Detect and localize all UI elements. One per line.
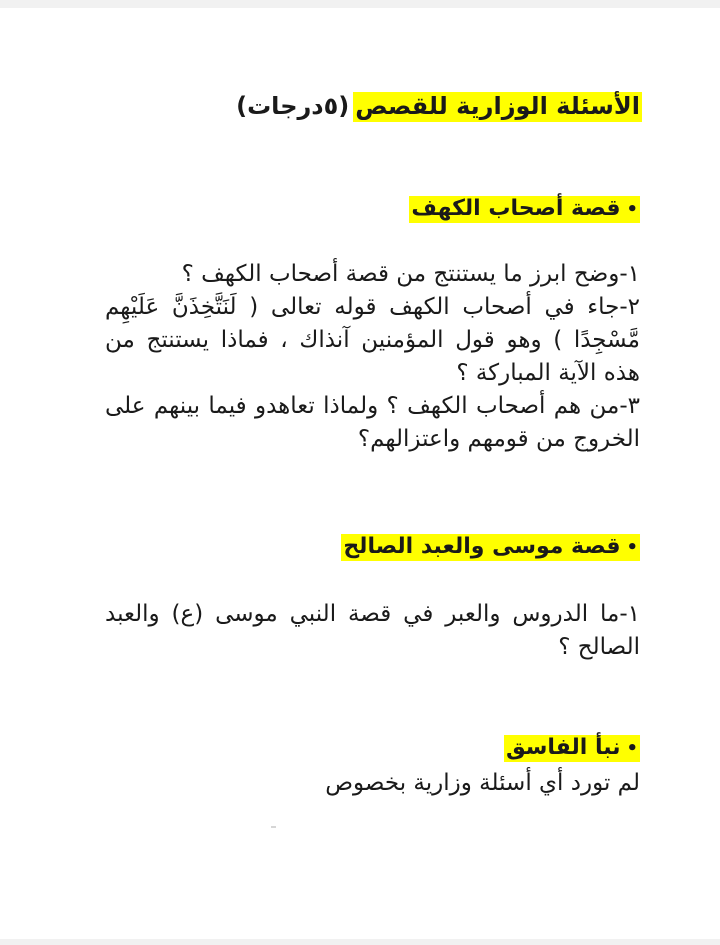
section-heading-moses [341,534,640,561]
bullet-icon: • [626,537,638,558]
top-margin-strip [0,0,720,8]
bullet-icon: • [626,199,638,220]
scan-speck [271,826,276,828]
question-line: ١-ما الدروس والعبر في قصة النبي موسى (ع) والعبد الصالح ؟ [105,601,640,660]
section-body-fasiq [120,767,640,800]
section-body-cave [105,258,640,456]
section-heading-fasiq [504,735,640,762]
page-title [236,92,642,120]
note-line: لم تورد أي أسئلة وزارية بخصوص [325,770,640,796]
section-heading-text: قصة أصحاب الكهف [411,196,621,221]
section-heading-text: نبأ الفاسق [505,735,621,760]
title-highlighted: الأسئلة الوزارية للقصص [355,92,640,120]
question-line: ٣-من هم أصحاب الكهف ؟ ولماذا تعاهدو فيما بينهم على الخروج من قومهم واعتزالهم؟ [105,393,640,452]
bullet-icon: • [626,738,638,759]
section-heading-cave [409,196,640,223]
question-line: ١-وضح ابرز ما يستنتج من قصة أصحاب الكهف ؟ [181,261,640,287]
section-heading-text: قصة موسى والعبد الصالح [343,534,621,559]
question-line: ٢-جاء في أصحاب الكهف قوله تعالى ( لَنَتَّخِذَنَّ عَلَيْهِم مَّسْجِدًا ) وهو قول المؤمنين آنذاك ، فماذا يستنتج من هذه الآية المباركة ؟ [105,294,640,386]
section-body-moses [105,598,640,664]
title-points: (٥درجات) [236,92,350,120]
bottom-margin-strip [0,939,720,945]
